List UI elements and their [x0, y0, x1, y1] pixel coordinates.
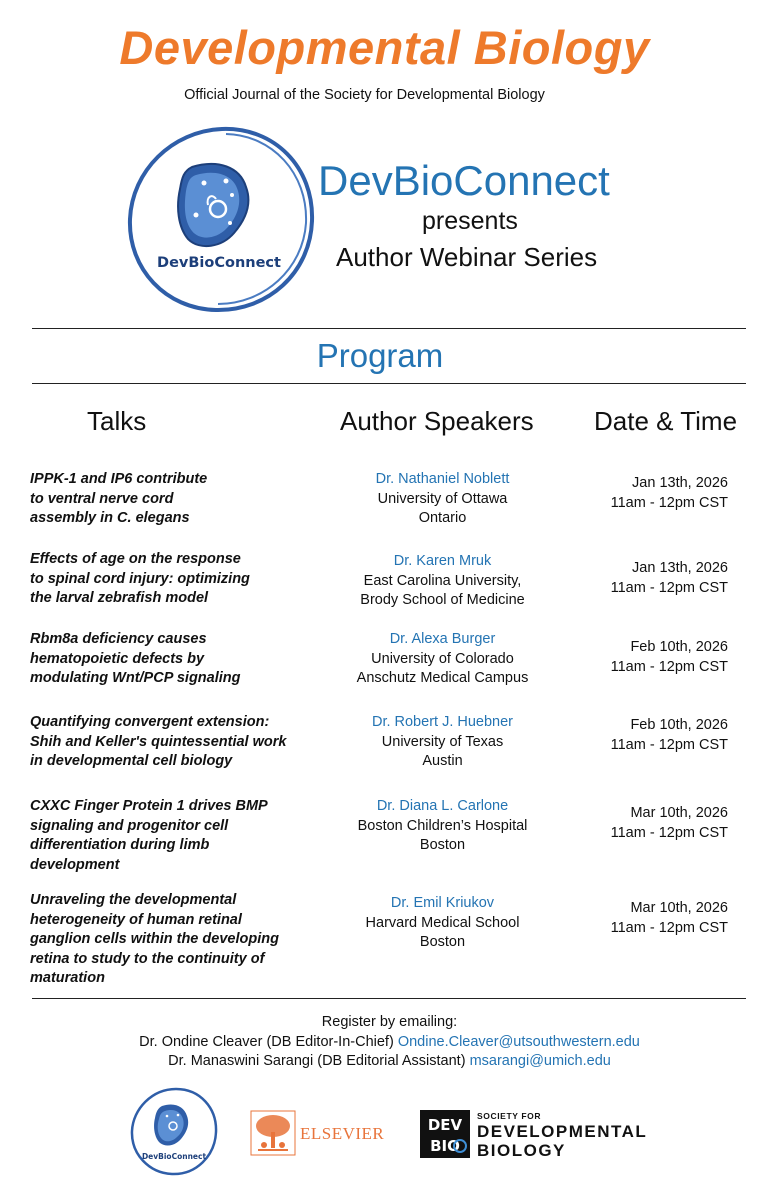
talk-title: Rbm8a deficiency causes hematopoietic defects by modulating Wnt/PCP signaling — [30, 631, 241, 686]
divider-program — [32, 383, 746, 384]
date-time — [590, 804, 728, 843]
date-time — [590, 559, 728, 598]
talk-time: 11am - 12pm CST — [610, 494, 728, 511]
series-title: Author Webinar Series — [336, 242, 598, 272]
speaker-name: Dr. Karen Mruk — [393, 553, 492, 569]
contact-name: Dr. Ondine Cleaver (DB Editor-In-Chief) — [139, 1033, 394, 1050]
sdb-logo — [420, 1110, 648, 1163]
talk-title: IPPK-1 and IP6 contribute to ventral nerve cord assembly in C. elegans — [30, 471, 208, 526]
devbioconnect-logo — [122, 123, 317, 316]
speaker-affiliation: Harvard Medical School — [365, 914, 520, 931]
talk-date: Feb 10th, 2026 — [630, 717, 728, 733]
register-section — [0, 1013, 769, 1072]
column-header-speakers: Author Speakers — [340, 406, 534, 436]
talk-date: Feb 10th, 2026 — [630, 639, 728, 655]
elsevier-wordmark: ELSEVIER — [300, 1124, 385, 1143]
talk-title: Quantifying convergent extension: Shih and Keller's quintessential work in developmental cell biology — [30, 714, 287, 769]
speaker-affiliation: University of Ottawa — [377, 490, 508, 507]
journal-subtitle: Official Journal of the Society for Developmental Biology — [184, 87, 545, 103]
elsevier-tree-icon — [250, 1110, 296, 1156]
sdb-wordmark: SOCIETY FOR DEVELOPMENTAL BIOLOGY — [477, 1111, 648, 1160]
speaker-name: Dr. Diana L. Carlone — [376, 798, 509, 814]
program-title: Program — [316, 337, 444, 374]
speaker-name: Dr. Emil Kriukov — [390, 895, 495, 911]
talk-date: Mar 10th, 2026 — [630, 900, 728, 916]
contact-name: Dr. Manaswini Sarangi (DB Editorial Assistant) — [168, 1053, 466, 1069]
speaker-affiliation: East Carolina University, — [363, 572, 522, 589]
speaker-affiliation: Brody School of Medicine — [360, 592, 525, 608]
devbioconnect-footer-logo-icon — [128, 1086, 220, 1178]
journal-title: Developmental Biology — [119, 21, 650, 74]
contact-email-link[interactable]: msarangi@umich.edu — [469, 1053, 611, 1069]
column-header-date: Date & Time — [594, 406, 738, 436]
speaker-affiliation: Anschutz Medical Campus — [356, 670, 529, 686]
speaker-block — [320, 470, 565, 529]
contact-line — [0, 1033, 769, 1053]
speaker-affiliation: Ontario — [418, 510, 467, 526]
contact-email-link[interactable]: Ondine.Cleaver@utsouthwestern.edu — [397, 1033, 640, 1050]
speaker-affiliation: Boston — [419, 837, 466, 853]
speaker-block — [320, 797, 565, 856]
speaker-name: Dr. Robert J. Huebner — [371, 714, 514, 730]
logo-text: DevBioConnect — [157, 255, 281, 271]
talk-date: Jan 13th, 2026 — [632, 475, 728, 491]
org-name: DevBioConnect — [318, 157, 610, 204]
column-header-talks: Talks — [87, 406, 147, 436]
speaker-block — [320, 713, 565, 772]
talk-title: Unraveling the developmental heterogeneity of human retinal ganglion cells within the developing retina to study to the continuity of maturation — [30, 892, 279, 986]
date-time — [590, 638, 728, 677]
speaker-affiliation: University of Colorado — [371, 650, 514, 667]
svg-text:BIO: BIO — [430, 1137, 460, 1155]
talk-date: Mar 10th, 2026 — [630, 805, 728, 821]
elsevier-logo — [250, 1110, 385, 1161]
speaker-affiliation: Boston — [419, 934, 466, 950]
register-heading: Register by emailing: — [321, 1014, 458, 1030]
speaker-affiliation: Austin — [422, 753, 463, 769]
presents-text: presents — [422, 207, 518, 235]
talk-title: CXXC Finger Protein 1 drives BMP signaling and progenitor cell differentiation during limb development — [30, 798, 268, 873]
talk-time: 11am - 12pm CST — [610, 658, 728, 675]
date-time — [590, 716, 728, 755]
talk-time: 11am - 12pm CST — [610, 579, 728, 596]
date-time — [590, 899, 728, 938]
talk-time: 11am - 12pm CST — [610, 736, 728, 753]
devbioconnect-logo-icon — [122, 123, 317, 316]
talk-time: 11am - 12pm CST — [610, 824, 728, 841]
divider-bottom — [32, 998, 746, 999]
svg-text:DEV: DEV — [427, 1116, 463, 1134]
speaker-affiliation: Boston Children’s Hospital — [357, 817, 528, 834]
speaker-name: Dr. Alexa Burger — [389, 631, 496, 647]
speaker-block — [320, 552, 565, 611]
date-time — [590, 474, 728, 513]
contact-line — [0, 1052, 769, 1072]
speaker-name: Dr. Nathaniel Noblett — [375, 471, 510, 487]
speaker-affiliation: University of Texas — [381, 733, 504, 750]
footer-logo-text: DevBioConnect — [141, 1152, 207, 1161]
talk-time: 11am - 12pm CST — [610, 919, 728, 936]
speaker-block — [320, 894, 565, 953]
talk-title: Effects of age on the response to spinal cord injury: optimizing the larval zebrafish model — [30, 551, 250, 606]
devbio-mark-icon — [420, 1110, 470, 1158]
talk-date: Jan 13th, 2026 — [632, 560, 728, 576]
divider-top — [32, 328, 746, 329]
speaker-block — [320, 630, 565, 689]
devbioconnect-footer-logo — [128, 1086, 220, 1178]
